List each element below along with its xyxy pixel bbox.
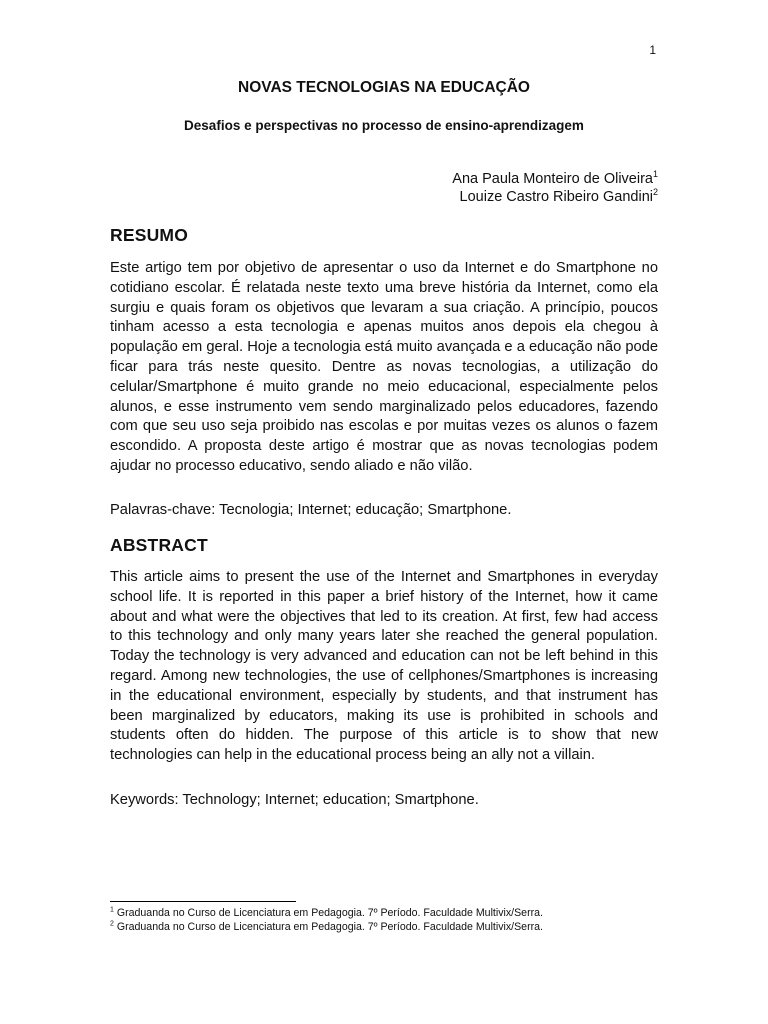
footnote — [110, 920, 543, 934]
footnote-text: Graduanda no Curso de Licenciatura em Pedagogia. 7º Período. Faculdade Multivix/Serra. — [116, 921, 543, 933]
paper-title: NOVAS TECNOLOGIAS NA EDUCAÇÃO — [238, 79, 530, 96]
footnote-mark: 1 — [110, 906, 114, 914]
footnote-text: Graduanda no Curso de Licenciatura em Pedagogia. 7º Período. Faculdade Multivix/Serra. — [116, 907, 543, 919]
abstract-keywords: Keywords: Technology; Internet; education; Smartphone. — [110, 792, 479, 808]
footnote-divider — [110, 901, 296, 902]
page-number: 1 — [649, 43, 656, 57]
abstract-paragraph: This article aims to present the use of the Internet and Smartphones in everyday school life. It is reported in this paper a brief history of the Internet, how it came about and what were the objectives that led to its creation. At first, few had access to this technology and only many years later she reached the general population. Today the technology is very advanced and education can not be left behind in this regard. Among new technologies, the use of cellphones/Smartphones is increasing in the educational environment, especially by students, and that instrument has been marginalized by educators, making its use is prohibited in schools and students often do hidden. The purpose of this article is to show that new technologies can help in the educational process being an ally not a villain. — [110, 569, 658, 764]
resumo-paragraph: Este artigo tem por objetivo de apresentar o uso da Internet e do Smartphone no cotidiano escolar. É relatada neste texto uma breve história da Internet, como ela surgiu e quais foram os objetivos que levaram a sua criação. A princípio, poucos tinham acesso a esta tecnologia e apenas muitos anos depois ela chegou à população em geral. Hoje a tecnologia está muito avançada e a educação não pode ficar para trás neste quesito. Dentre as novas tecnologias, a utilização do celular/Smartphone é muito grande no meio educacional, especialmente pelos alunos, e esse instrumento vem sendo marginalizado pelos educadores, fazendo com que seu uso seja proibido nas escolas e por muitas vezes os alunos o fazem escondido. A proposta deste artigo é mostrar que as novas tecnologias podem ajudar no processo educativo, sendo aliado e não vilão. — [110, 260, 658, 474]
resumo-keywords: Palavras-chave: Tecnologia; Internet; educação; Smartphone. — [110, 502, 512, 518]
author-entry — [452, 188, 658, 206]
author-footnote-mark: 1 — [652, 169, 658, 180]
paper-subtitle: Desafios e perspectivas no processo de ensino-aprendizagem — [184, 118, 584, 133]
author-list — [452, 170, 658, 206]
author-footnote-mark: 2 — [652, 187, 658, 198]
footnote — [110, 906, 543, 920]
abstract-heading: ABSTRACT — [110, 535, 208, 555]
author-name: Ana Paula Monteiro de Oliveira — [452, 171, 653, 187]
author-name: Louize Castro Ribeiro Gandini — [459, 189, 653, 205]
author-entry — [452, 170, 658, 188]
footnote-mark: 2 — [110, 920, 114, 928]
resumo-heading: RESUMO — [110, 225, 189, 245]
